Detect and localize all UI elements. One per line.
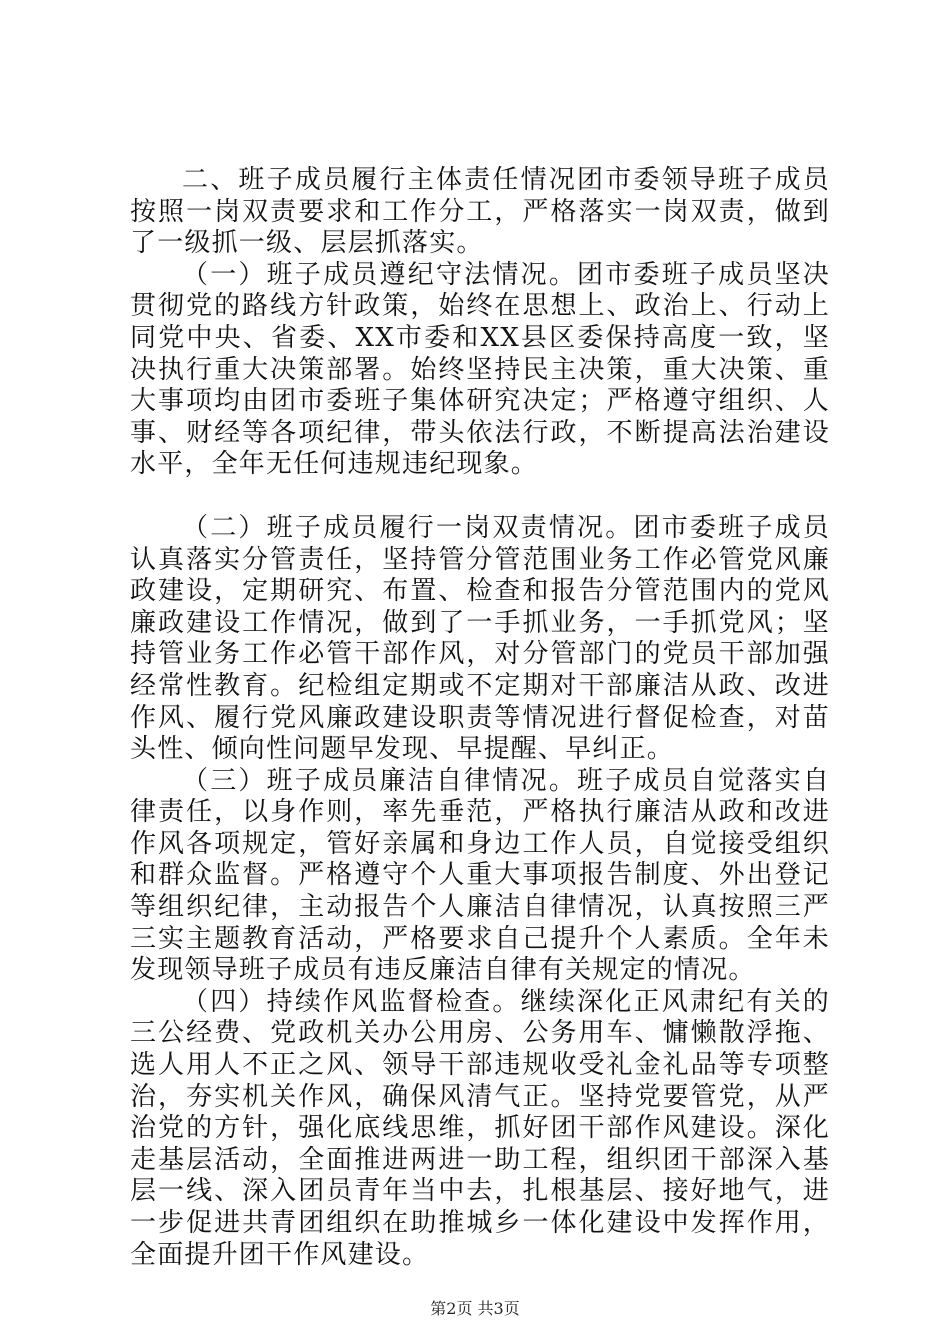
page-footer: [0, 1296, 950, 1319]
paragraph-self-discipline: （三）班子成员廉洁自律情况。班子成员自觉落实自律责任，以身作则，率先垂范，严格执行廉洁从政和改进作风各项规定，管好亲属和身边工作人员，自觉接受组织和群众监督。严格遵守个人重大事项报告制度、外出登记等组织纪律，主动报告个人廉洁自律情况，认真按照三严三实主题教育活动，严格要求自己提升个人素质。全年未发现领导班子成员有违反廉洁自律有关规定的情况。: [130, 765, 830, 986]
paragraph-style-supervision: （四）持续作风监督检查。继续深化正风肃纪有关的三公经费、党政机关办公用房、公务用车、慵懒散浮拖、选人用人不正之风、领导干部违规收受礼金礼品等专项整治，夯实机关作风，确保风清气正。坚持党要管党，从严治党的方针，强化底线思维，抓好团干部作风建设。深化走基层活动，全面推进两进一助工程，组织团干部深入基层一线、深入团员青年当中去，扎根基层、接好地气，进一步促进共青团组织在助推城乡一体化建设中发挥作用，全面提升团干作风建设。: [130, 986, 830, 1270]
paragraph-gap: [130, 481, 830, 513]
page-number-label: 第2页 共3页: [430, 1299, 520, 1318]
document-body: [130, 165, 830, 1271]
paragraph-law-compliance: （一）班子成员遵纪守法情况。团市委班子成员坚决贯彻党的路线方针政策，始终在思想上、政治上、行动上同党中央、省委、XX市委和XX县区委保持高度一致，坚决执行重大决策部署。始终坚持民主决策，重大决策、重大事项均由团市委班子集体研究决定；严格遵守组织、人事、财经等各项纪律，带头依法行政，不断提高法治建设水平，全年无任何违规违纪现象。: [130, 259, 830, 480]
paragraph-dual-responsibility: （二）班子成员履行一岗双责情况。团市委班子成员认真落实分管责任，坚持管分管范围业务工作必管党风廉政建设，定期研究、布置、检查和报告分管范围内的党风廉政建设工作情况，做到了一手抓业务，一手抓党风；坚持管业务工作必管干部作风，对分管部门的党员干部加强经常性教育。纪检组定期或不定期对干部廉洁从政、改进作风、履行党风廉政建设职责等情况进行督促检查，对苗头性、倾向性问题早发现、早提醒、早纠正。: [130, 512, 830, 765]
paragraph-responsibility-intro: 二、班子成员履行主体责任情况团市委领导班子成员按照一岗双责要求和工作分工，严格落实一岗双责，做到了一级抓一级、层层抓落实。: [130, 165, 830, 259]
